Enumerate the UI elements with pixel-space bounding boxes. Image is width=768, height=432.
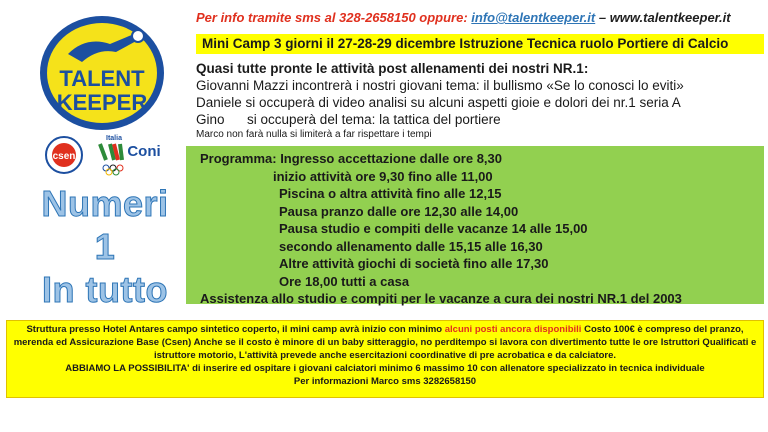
logo-top-text: TALENT xyxy=(59,66,145,91)
slogan xyxy=(30,182,180,311)
email-link[interactable]: info@talentkeeper.it xyxy=(471,10,596,25)
intro-lead: Quasi tutte pronte le attività post allenamenti dei nostri NR.1: xyxy=(196,61,589,76)
details-box xyxy=(6,320,764,398)
availability-highlight: alcuni posti ancora disponibili xyxy=(444,324,582,335)
csen-logo xyxy=(46,137,82,173)
partner-logos xyxy=(44,130,174,180)
camp-title: Mini Camp 3 giorni il 27-28-29 dicembre Istruzione Tecnica ruolo Portiere di Calcio xyxy=(196,34,764,54)
program-row: Pausa studio e compiti delle vacanze 14 alle 15,00 xyxy=(279,221,588,236)
intro-line: Gino si occuperà del tema: la tattica del portiere xyxy=(196,112,501,127)
details-text: Costo 100€ è compreso del pranzo, merenda ed Assicurazione Base (Csen) Anche se il costo è minore di un baby sitteraggio, no perditempo si lavora con divertimento tutte le ore Istruttori Qualificati e istruttore motorio, L'attività prevede anche esercitazioni coordinative di pre acrobatica e da calciatore. xyxy=(13,324,757,361)
logo-bottom-text: KEEPER xyxy=(56,90,148,115)
intro-line: Daniele si occuperà di video analisi su alcuni aspetti gioie e dolori dei nr.1 seria A xyxy=(196,95,681,110)
program-row: secondo allenamento dalle 15,15 alle 16,30 xyxy=(279,238,543,254)
program-box xyxy=(186,146,764,304)
program-row: Programma: Ingresso accettazione dalle ore 8,30 xyxy=(200,151,503,166)
intro-section xyxy=(196,60,764,142)
details-text: Struttura presso Hotel Antares campo sintetico coperto, il mini camp avrà inizio con minimo xyxy=(26,324,445,335)
details-paragraph xyxy=(13,323,757,362)
program-row: Ore 18,00 tutti a casa xyxy=(279,273,410,289)
slogan-line: Numeri xyxy=(41,183,169,224)
website-text: – www.talentkeeper.it xyxy=(595,10,731,25)
slogan-line: 1 xyxy=(94,226,116,267)
slogan-line: In tutto xyxy=(42,269,168,310)
contact-prefix: Per info tramite sms al 328-2658150 oppure: xyxy=(196,10,472,25)
coni-logo xyxy=(100,135,161,175)
program-row: Pausa pranzo dalle ore 12,30 alle 14,00 xyxy=(279,203,519,219)
contact-info xyxy=(196,10,766,25)
program-row: Piscina o altra attività fino alle 12,15 xyxy=(279,186,502,201)
italia-text: Italia xyxy=(106,135,122,142)
program-row: Altre attività giochi di società fino alle 17,30 xyxy=(279,256,549,271)
contact-paragraph: Per informazioni Marco sms 3282658150 xyxy=(293,376,477,387)
program-row: inizio attività ore 9,30 fino alle 11,00 xyxy=(273,168,493,184)
intro-line: Giovanni Mazzi incontrerà i nostri giovani tema: il bullismo «Se lo conosci lo eviti» xyxy=(196,78,684,93)
coni-text: Coni xyxy=(127,143,161,160)
hosting-paragraph: ABBIAMO LA POSSIBILITA' di inserire ed ospitare i giovani calciatori minimo 6 massimo 10 con allenatore specializzato in tecnica individuale xyxy=(65,363,705,374)
talent-keeper-logo xyxy=(38,14,166,132)
program-row: Assistenza allo studio e compiti per le vacanze a cura dei nostri NR.1 del 2003 xyxy=(200,291,682,306)
intro-note: Marco non farà nulla si limiterà a far rispettare i tempi xyxy=(196,129,432,140)
csen-text: csen xyxy=(52,151,76,162)
